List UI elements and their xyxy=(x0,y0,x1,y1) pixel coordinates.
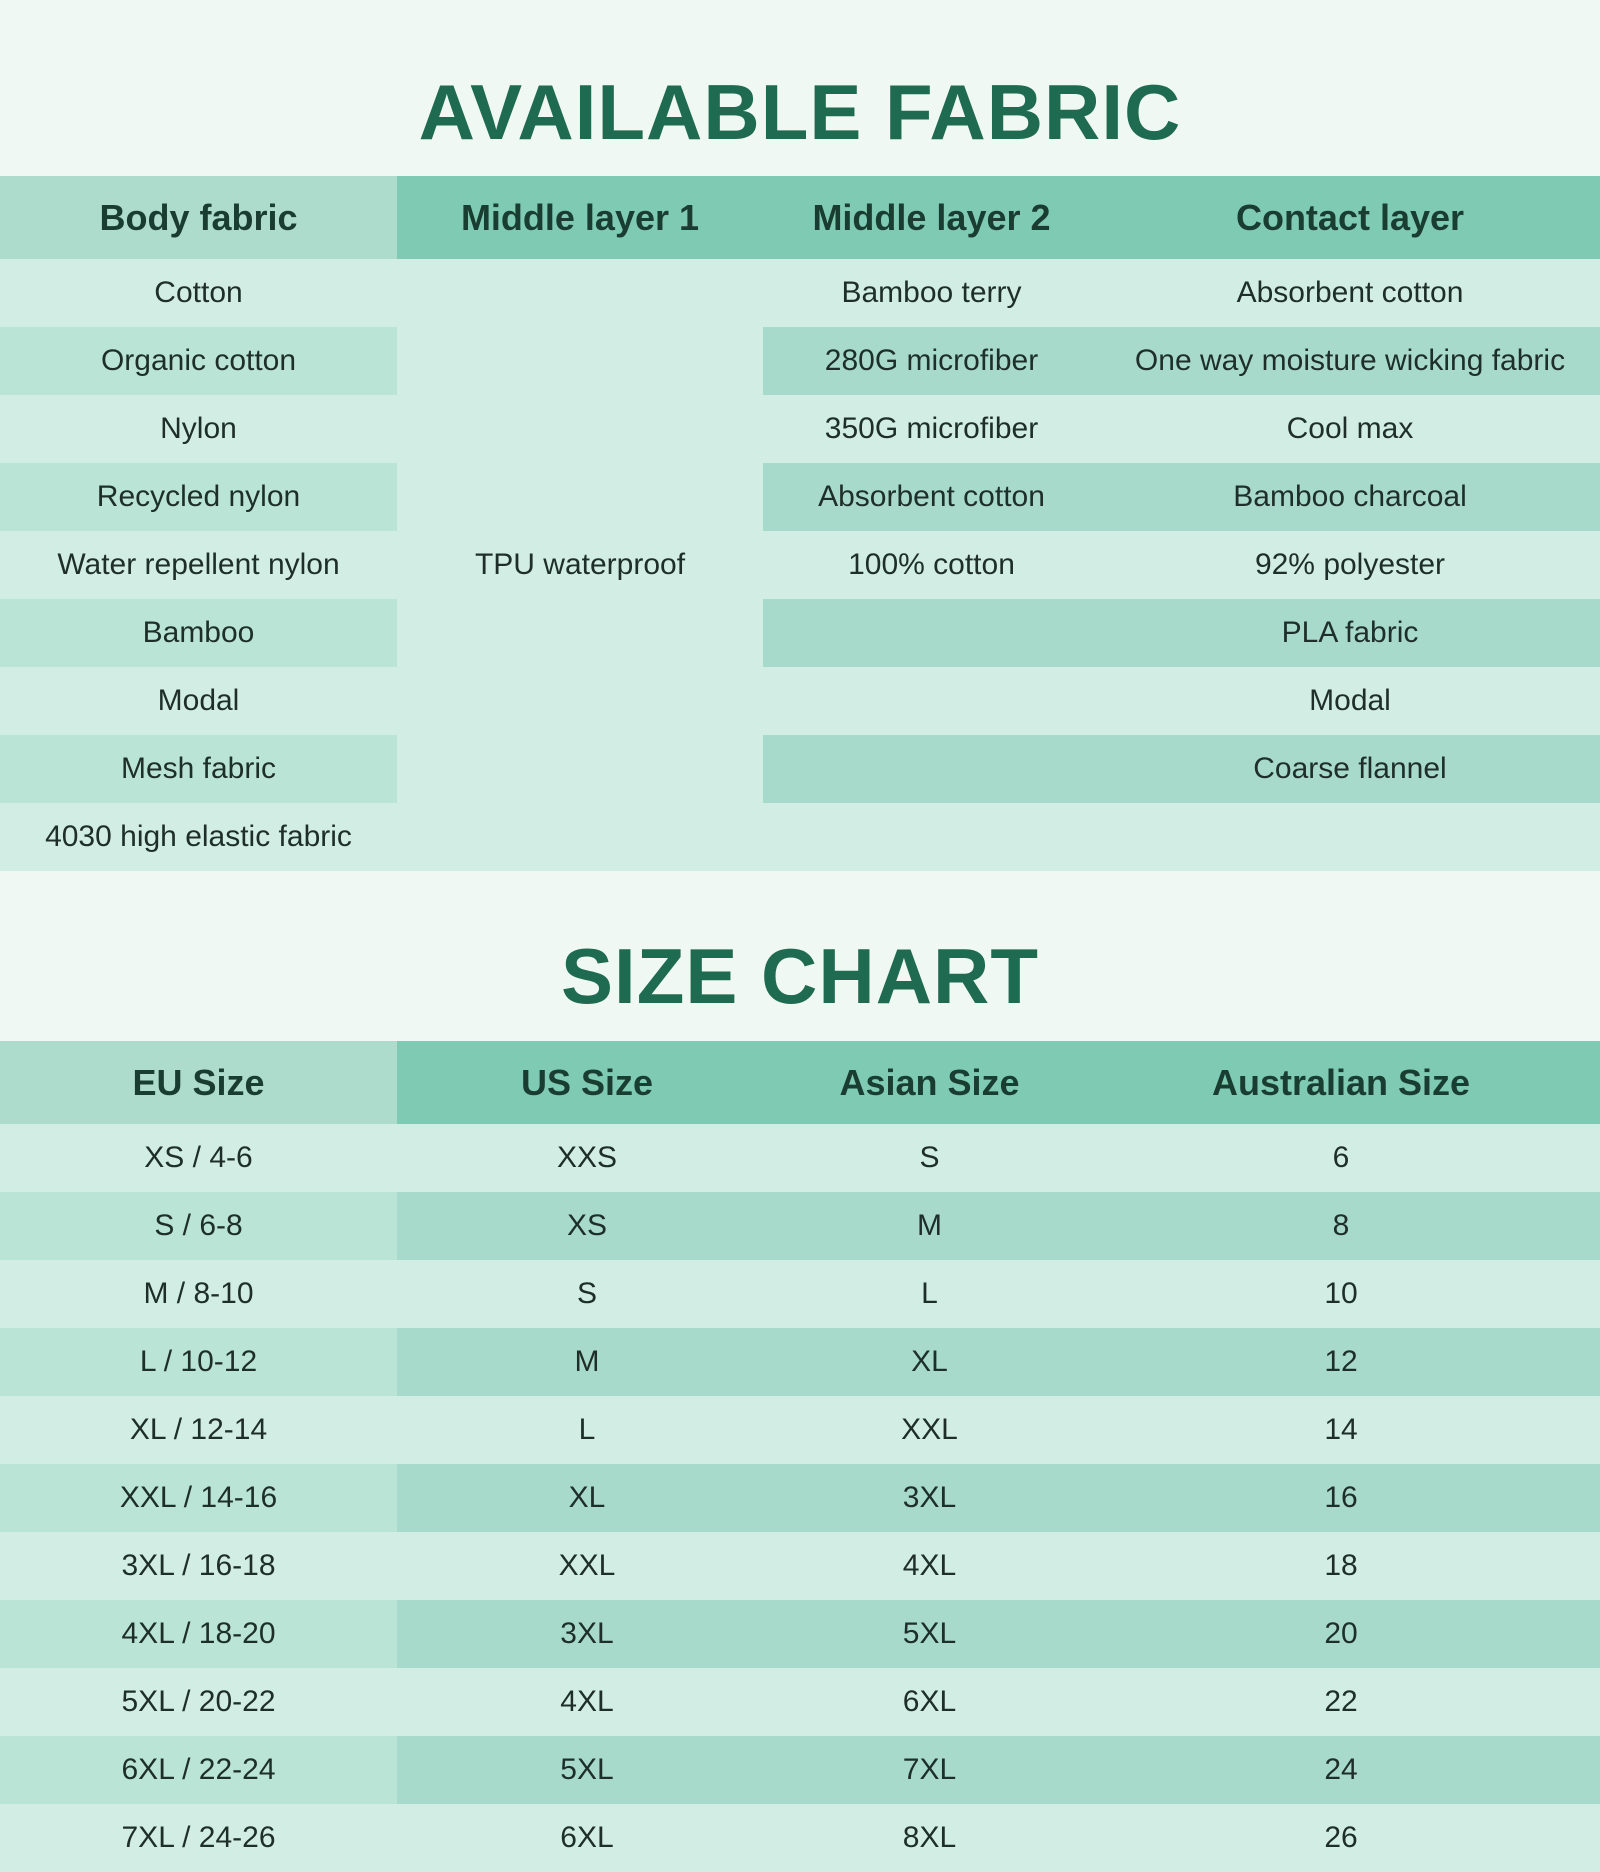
eu-size-cell: L / 10-12 xyxy=(0,1328,397,1396)
australian-size-cell: 12 xyxy=(1082,1328,1600,1396)
australian-size-cell: 14 xyxy=(1082,1396,1600,1464)
middle-layer-2-cell xyxy=(763,803,1100,871)
asian-size-cell: 3XL xyxy=(777,1464,1082,1532)
us-size-cell: 5XL xyxy=(397,1736,777,1804)
table-row xyxy=(0,1736,1600,1804)
us-size-cell: XL xyxy=(397,1464,777,1532)
header-middle-layer-1: Middle layer 1 xyxy=(397,176,763,259)
asian-size-cell: L xyxy=(777,1260,1082,1328)
size-table xyxy=(0,1041,1600,1872)
asian-size-cell: M xyxy=(777,1192,1082,1260)
header-asian-size: Asian Size xyxy=(777,1041,1082,1124)
us-size-cell: 3XL xyxy=(397,1600,777,1668)
size-header-row xyxy=(0,1041,1600,1124)
header-us-size: US Size xyxy=(397,1041,777,1124)
us-size-cell: XS xyxy=(397,1192,777,1260)
table-row xyxy=(0,1668,1600,1736)
australian-size-cell: 6 xyxy=(1082,1124,1600,1192)
contact-layer-cell: Bamboo charcoal xyxy=(1100,463,1600,531)
australian-size-cell: 8 xyxy=(1082,1192,1600,1260)
middle-layer-2-cell: 350G microfiber xyxy=(763,395,1100,463)
body-fabric-cell: Organic cotton xyxy=(0,327,397,395)
contact-layer-cell: 92% polyester xyxy=(1100,531,1600,599)
middle-layer-2-cell: Bamboo terry xyxy=(763,259,1100,327)
eu-size-cell: XS / 4-6 xyxy=(0,1124,397,1192)
asian-size-cell: S xyxy=(777,1124,1082,1192)
us-size-cell: S xyxy=(397,1260,777,1328)
table-row xyxy=(0,599,1600,667)
australian-size-cell: 26 xyxy=(1082,1804,1600,1872)
middle-layer-2-cell xyxy=(763,667,1100,735)
body-fabric-cell: Water repellent nylon xyxy=(0,531,397,599)
australian-size-cell: 10 xyxy=(1082,1260,1600,1328)
table-row xyxy=(0,1124,1600,1192)
table-row xyxy=(0,1328,1600,1396)
eu-size-cell: 4XL / 18-20 xyxy=(0,1600,397,1668)
asian-size-cell: XL xyxy=(777,1328,1082,1396)
table-row xyxy=(0,1260,1600,1328)
asian-size-cell: 4XL xyxy=(777,1532,1082,1600)
table-row xyxy=(0,1464,1600,1532)
us-size-cell: XXL xyxy=(397,1532,777,1600)
contact-layer-cell: Cool max xyxy=(1100,395,1600,463)
table-row xyxy=(0,463,1600,531)
body-fabric-cell: 4030 high elastic fabric xyxy=(0,803,397,871)
table-row xyxy=(0,259,1600,327)
body-fabric-cell: Bamboo xyxy=(0,599,397,667)
us-size-cell: 6XL xyxy=(397,1804,777,1872)
table-row xyxy=(0,1804,1600,1872)
header-eu-size: EU Size xyxy=(0,1041,397,1124)
table-row xyxy=(0,1600,1600,1668)
asian-size-cell: 5XL xyxy=(777,1600,1082,1668)
fabric-table xyxy=(0,176,1600,871)
table-row xyxy=(0,1532,1600,1600)
eu-size-cell: 3XL / 16-18 xyxy=(0,1532,397,1600)
middle-layer-1-cell: TPU waterproof xyxy=(397,259,763,871)
asian-size-cell: XXL xyxy=(777,1396,1082,1464)
table-row xyxy=(0,667,1600,735)
contact-layer-cell: PLA fabric xyxy=(1100,599,1600,667)
us-size-cell: L xyxy=(397,1396,777,1464)
body-fabric-cell: Recycled nylon xyxy=(0,463,397,531)
table-row xyxy=(0,531,1600,599)
eu-size-cell: S / 6-8 xyxy=(0,1192,397,1260)
table-row xyxy=(0,1396,1600,1464)
middle-layer-2-cell: Absorbent cotton xyxy=(763,463,1100,531)
us-size-cell: M xyxy=(397,1328,777,1396)
eu-size-cell: XXL / 14-16 xyxy=(0,1464,397,1532)
middle-layer-2-cell xyxy=(763,735,1100,803)
middle-layer-2-cell xyxy=(763,599,1100,667)
body-fabric-cell: Nylon xyxy=(0,395,397,463)
contact-layer-cell: Modal xyxy=(1100,667,1600,735)
eu-size-cell: 5XL / 20-22 xyxy=(0,1668,397,1736)
eu-size-cell: XL / 12-14 xyxy=(0,1396,397,1464)
size-chart-title: SIZE CHART xyxy=(561,932,1039,1020)
contact-layer-cell: Absorbent cotton xyxy=(1100,259,1600,327)
contact-layer-cell xyxy=(1100,803,1600,871)
asian-size-cell: 6XL xyxy=(777,1668,1082,1736)
eu-size-cell: M / 8-10 xyxy=(0,1260,397,1328)
fabric-title: AVAILABLE FABRIC xyxy=(418,68,1182,156)
middle-layer-2-cell: 280G microfiber xyxy=(763,327,1100,395)
eu-size-cell: 7XL / 24-26 xyxy=(0,1804,397,1872)
australian-size-cell: 24 xyxy=(1082,1736,1600,1804)
asian-size-cell: 7XL xyxy=(777,1736,1082,1804)
us-size-cell: XXS xyxy=(397,1124,777,1192)
fabric-header-row xyxy=(0,176,1600,259)
australian-size-cell: 20 xyxy=(1082,1600,1600,1668)
australian-size-cell: 16 xyxy=(1082,1464,1600,1532)
contact-layer-cell: One way moisture wicking fabric xyxy=(1100,327,1600,395)
table-row xyxy=(0,803,1600,871)
body-fabric-cell: Cotton xyxy=(0,259,397,327)
australian-size-cell: 22 xyxy=(1082,1668,1600,1736)
header-australian-size: Australian Size xyxy=(1082,1041,1600,1124)
body-fabric-cell: Modal xyxy=(0,667,397,735)
us-size-cell: 4XL xyxy=(397,1668,777,1736)
eu-size-cell: 6XL / 22-24 xyxy=(0,1736,397,1804)
middle-layer-2-cell: 100% cotton xyxy=(763,531,1100,599)
table-row xyxy=(0,735,1600,803)
asian-size-cell: 8XL xyxy=(777,1804,1082,1872)
contact-layer-cell: Coarse flannel xyxy=(1100,735,1600,803)
header-middle-layer-2: Middle layer 2 xyxy=(763,176,1100,259)
table-row xyxy=(0,327,1600,395)
australian-size-cell: 18 xyxy=(1082,1532,1600,1600)
header-body-fabric: Body fabric xyxy=(0,176,397,259)
body-fabric-cell: Mesh fabric xyxy=(0,735,397,803)
header-contact-layer: Contact layer xyxy=(1100,176,1600,259)
table-row xyxy=(0,1192,1600,1260)
table-row xyxy=(0,395,1600,463)
